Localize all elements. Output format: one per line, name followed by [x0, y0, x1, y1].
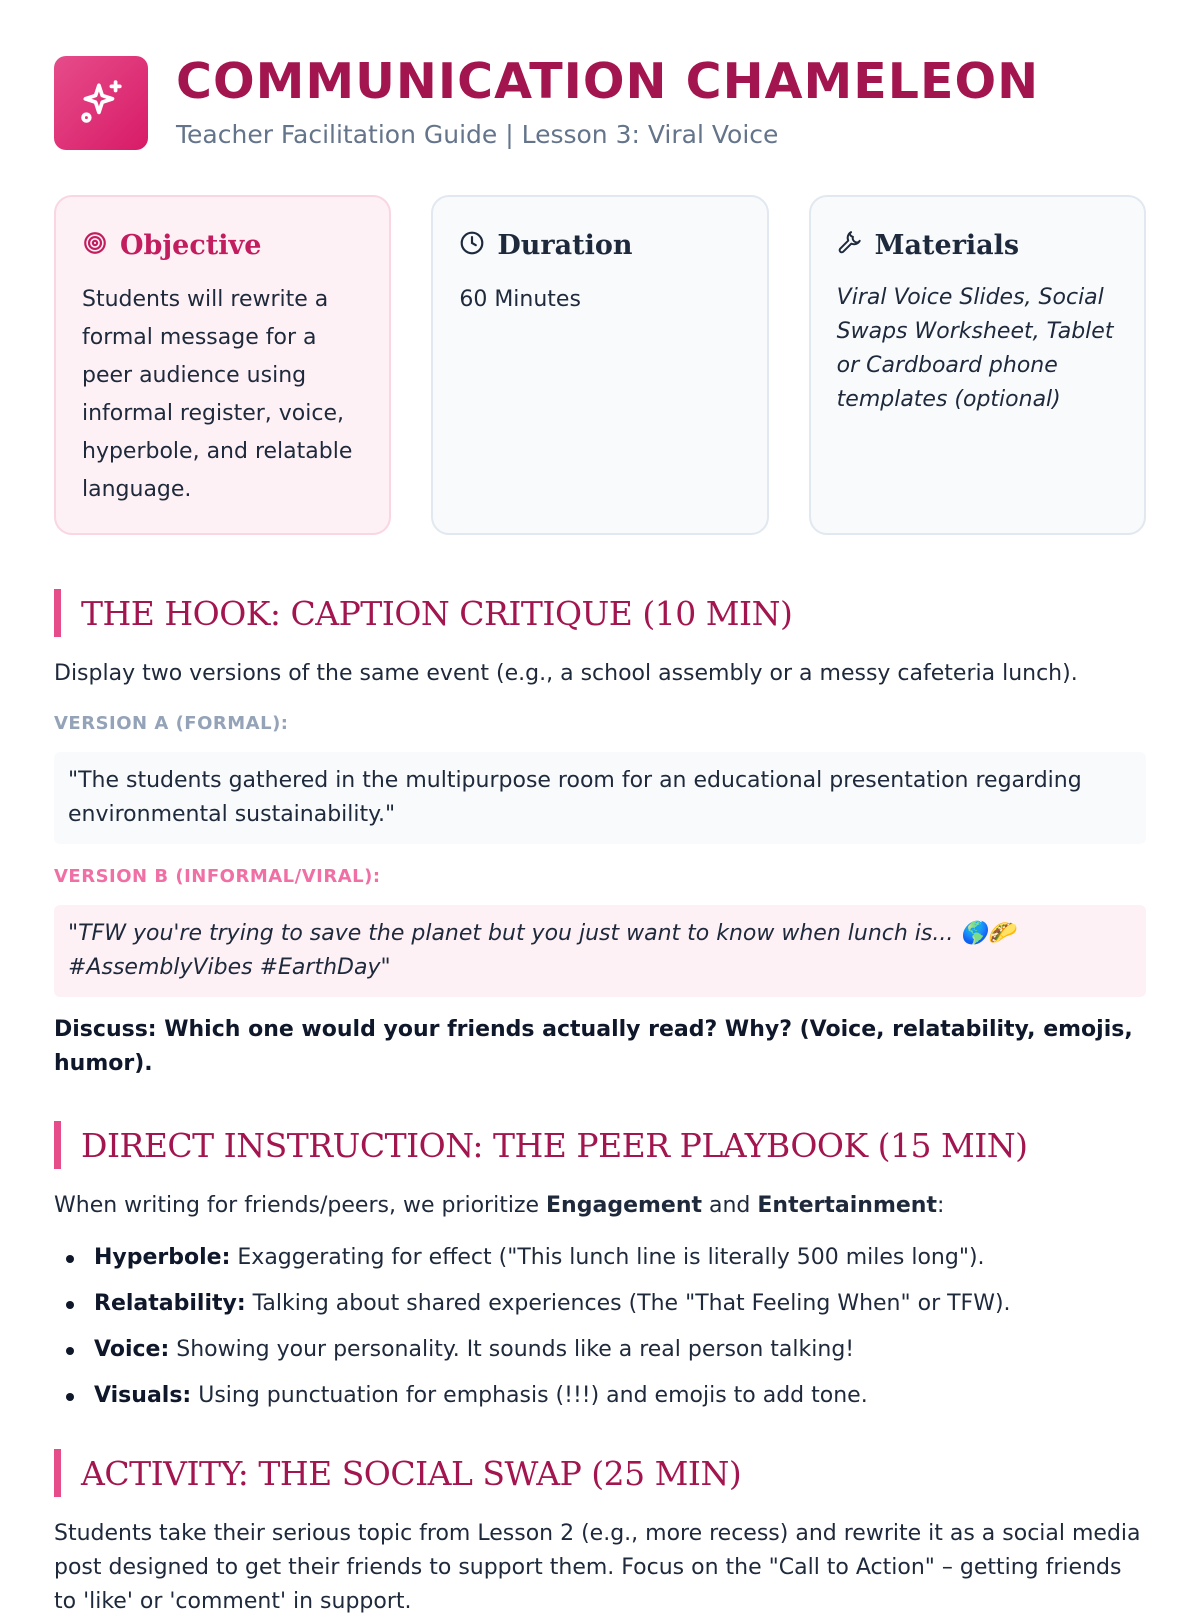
activity-title: ACTIVITY: THE SOCIAL SWAP (25 MIN) [81, 1453, 742, 1493]
clock-icon [459, 230, 485, 260]
materials-card [809, 195, 1146, 535]
overview-cards [54, 195, 1146, 535]
hook-section [54, 589, 1146, 1081]
target-icon [82, 230, 108, 260]
version-b-label: VERSION B (INFORMAL/VIRAL): [54, 866, 381, 887]
list-item: Hyperbole: Exaggerating for effect ("This lunch line is literally 500 miles long"). [54, 1235, 1146, 1281]
section-header [54, 1121, 1146, 1169]
version-a-label: VERSION A (FORMAL): [54, 713, 289, 734]
objective-card [54, 195, 391, 535]
objective-text: Students will rewrite a formal message for a peer audience using informal register, voice, hyperbole, and relatable language. [82, 287, 353, 502]
hook-title: THE HOOK: CAPTION CRITIQUE (10 MIN) [81, 593, 793, 633]
duration-title: Duration [497, 229, 633, 261]
technique-list [54, 1235, 1146, 1419]
list-item: Voice: Showing your personality. It sounds like a real person talking! [54, 1327, 1146, 1373]
instruction-intro: When writing for friends/peers, we prioritize Engagement and Entertainment: [54, 1193, 945, 1218]
list-item: Relatability: Talking about shared experiences (The "That Feeling When" or TFW). [54, 1281, 1146, 1327]
version-b-quote: "TFW you're trying to save the planet but you just want to know when lunch is... 🌎🌮 #AssemblyVibes #EarthDay" [54, 905, 1146, 997]
duration-card [431, 195, 768, 535]
hook-intro: Display two versions of the same event (e.g., a school assembly or a messy cafeteria lunch). [54, 661, 1078, 686]
sparkles-icon [54, 56, 148, 150]
version-a-quote: "The students gathered in the multipurpose room for an educational presentation regarding environmental sustainability." [54, 752, 1146, 844]
page-subtitle: Teacher Facilitation Guide | Lesson 3: Viral Voice [176, 120, 779, 149]
duration-text: 60 Minutes [459, 287, 581, 312]
instruction-title: DIRECT INSTRUCTION: THE PEER PLAYBOOK (15 MIN) [81, 1125, 1028, 1165]
objective-title: Objective [120, 229, 262, 261]
discussion-prompt: Discuss: Which one would your friends actually read? Why? (Voice, relatability, emojis, humor). [54, 1017, 1133, 1076]
activity-text: Students take their serious topic from Lesson 2 (e.g., more recess) and rewrite it as a social media post designed to get their friends to support them. Focus on the "Call to Action" – getting friends to 'like' or 'comment' in support. [54, 1521, 1141, 1614]
materials-title: Materials [874, 229, 1020, 261]
page-title: COMMUNICATION CHAMELEON [176, 53, 1040, 110]
materials-text: Viral Voice Slides, Social Swaps Worksheet, Tablet or Cardboard phone templates (optional) [836, 285, 1114, 412]
list-item: Visuals: Using punctuation for emphasis (!!!) and emojis to add tone. [54, 1373, 1146, 1419]
instruction-section [54, 1121, 1146, 1419]
section-header [54, 589, 1146, 637]
activity-section [54, 1449, 1146, 1619]
section-header [54, 1449, 1146, 1497]
page-header [54, 53, 1146, 150]
wrench-icon [837, 230, 863, 260]
